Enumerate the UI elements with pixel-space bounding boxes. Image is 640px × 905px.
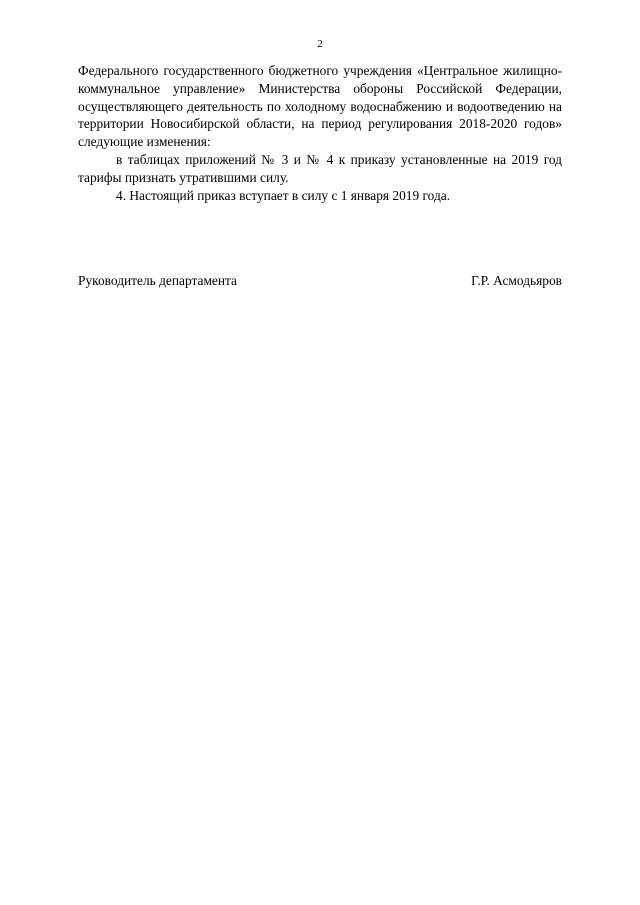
paragraph-continuation: Федерального государственного бюджетного учреждения «Центральное жилищно-коммунальное управление» Министерства обороны Российской Федерации, осуществляющего деятельность по холодному водоснабжению и водоотведению на территории Новосибирской области, на период регулирования 2018-2020 годов» следующие изменения: (78, 63, 562, 150)
paragraph-tariffs-repeal: в таблицах приложений № 3 и № 4 к приказу установленные на 2019 год тарифы признать утратившими силу. (78, 151, 562, 185)
signatory-name: Г.Р. Асмодьяров (471, 273, 562, 288)
document-body (78, 62, 562, 204)
page-number: 2 (317, 38, 323, 50)
paragraph-effective-date: 4. Настоящий приказ вступает в силу с 1 января 2019 года. (116, 187, 451, 203)
signatory-position: Руководитель департамента (78, 273, 237, 288)
signature-block (78, 272, 562, 290)
